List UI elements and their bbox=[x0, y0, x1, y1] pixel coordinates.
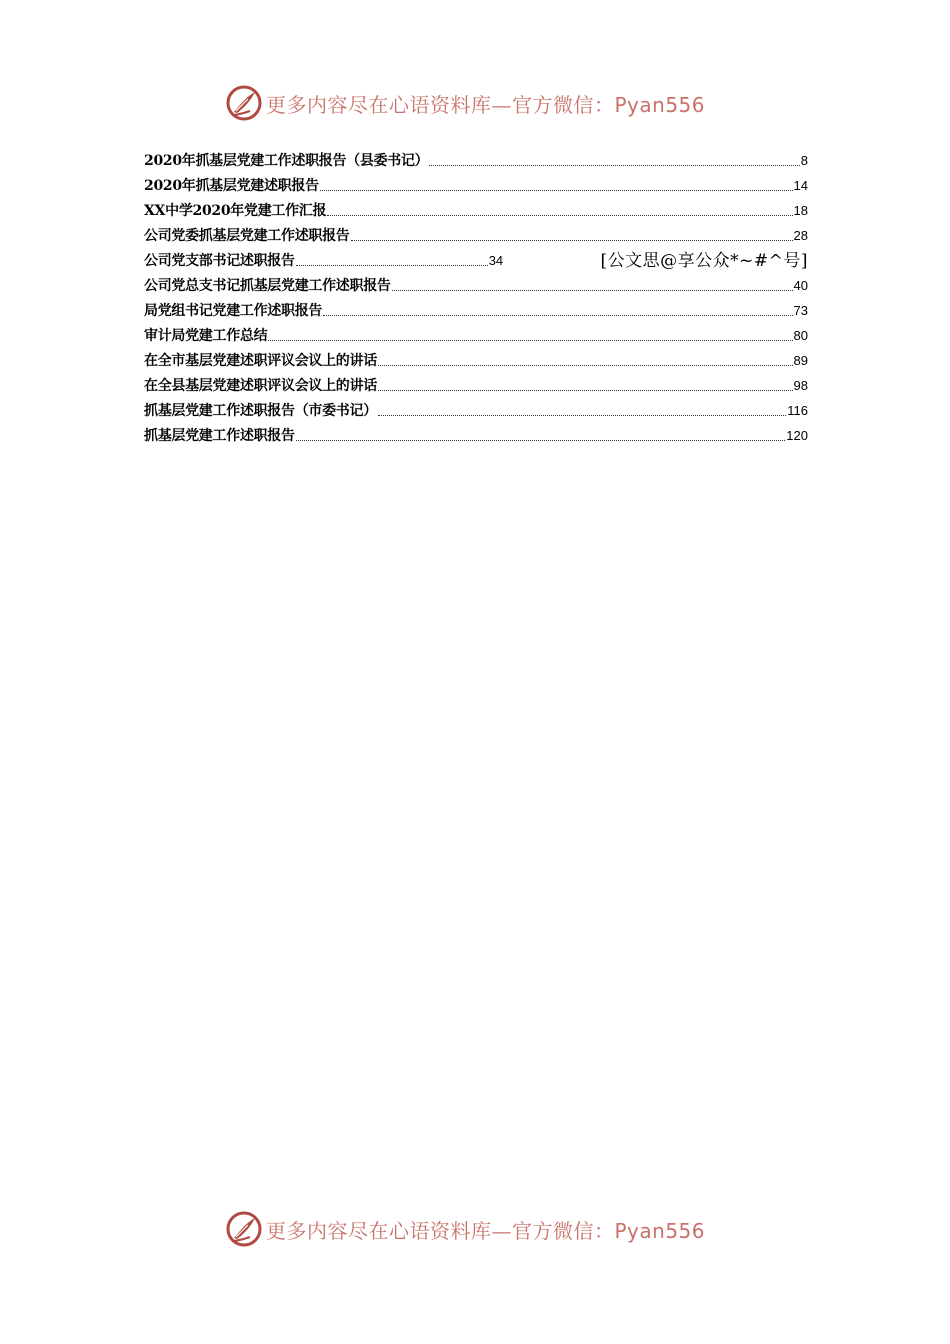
toc-entry[interactable] bbox=[144, 295, 808, 320]
toc-entry[interactable] bbox=[144, 245, 808, 270]
dot-leader bbox=[268, 340, 792, 341]
toc-entry-title: 2020年抓基层党建述职报告 bbox=[144, 178, 319, 194]
dot-leader bbox=[378, 365, 793, 366]
dot-leader bbox=[351, 240, 793, 241]
toc-entry-page: 14 bbox=[793, 178, 808, 193]
toc-entry-page: 89 bbox=[793, 353, 808, 368]
toc-entry-page: 34 bbox=[488, 253, 504, 268]
toc-entry-title: 在全市基层党建述职评议会议上的讲话 bbox=[144, 353, 377, 369]
toc-entry-page: 28 bbox=[793, 228, 808, 243]
watermark-stamp-text: [公文思@享公众*~#^号] bbox=[600, 251, 808, 271]
toc-entry-page: 120 bbox=[786, 428, 808, 443]
toc-entry[interactable] bbox=[144, 395, 808, 420]
dot-leader bbox=[429, 165, 799, 166]
toc-entry[interactable] bbox=[144, 320, 808, 345]
toc-entry-title: 2020年抓基层党建工作述职报告（县委书记） bbox=[144, 153, 429, 169]
toc-entry-page: 116 bbox=[787, 403, 808, 418]
toc-entry-page: 98 bbox=[793, 378, 808, 393]
banner-text: 更多内容尽在心语资料库—官方微信：Pyan556 bbox=[266, 1218, 706, 1243]
toc-entry-page: 73 bbox=[793, 303, 808, 318]
toc-entry-title: 公司党总支书记抓基层党建工作述职报告 bbox=[144, 278, 391, 294]
dot-leader bbox=[296, 265, 488, 266]
toc-entry-title: 公司党委抓基层党建工作述职报告 bbox=[144, 228, 350, 244]
toc-entry[interactable] bbox=[144, 270, 808, 295]
toc-entry-page: 80 bbox=[793, 328, 808, 343]
dot-leader bbox=[378, 415, 786, 416]
dot-leader bbox=[320, 190, 793, 191]
footer-banner bbox=[226, 1209, 705, 1249]
toc-entry[interactable] bbox=[144, 220, 808, 245]
toc-entry-title: 审计局党建工作总结 bbox=[144, 328, 268, 344]
header-banner bbox=[226, 83, 705, 123]
toc-entry[interactable] bbox=[144, 195, 808, 220]
toc-entry[interactable] bbox=[144, 345, 808, 370]
dot-leader bbox=[378, 390, 793, 391]
toc-entry-title: 公司党支部书记述职报告 bbox=[144, 253, 295, 269]
toc-entry[interactable] bbox=[144, 370, 808, 395]
toc-entry-title: 抓基层党建工作述职报告 bbox=[144, 428, 295, 444]
table-of-contents bbox=[144, 145, 808, 445]
toc-entry-title: 局党组书记党建工作述职报告 bbox=[144, 303, 323, 319]
quill-pen-icon bbox=[226, 1211, 262, 1247]
toc-entry-title: 在全县基层党建述职评议会议上的讲话 bbox=[144, 378, 377, 394]
toc-entry-page: 18 bbox=[793, 203, 808, 218]
toc-entry[interactable] bbox=[144, 145, 808, 170]
toc-entry-title: 抓基层党建工作述职报告（市委书记） bbox=[144, 403, 377, 419]
toc-entry[interactable] bbox=[144, 420, 808, 445]
toc-entry-page: 40 bbox=[793, 278, 808, 293]
dot-leader bbox=[296, 440, 786, 441]
toc-entry-page: 8 bbox=[800, 153, 808, 168]
toc-entry-title: XX中学2020年党建工作汇报 bbox=[144, 203, 327, 219]
toc-entry[interactable] bbox=[144, 170, 808, 195]
dot-leader bbox=[327, 215, 792, 216]
dot-leader bbox=[392, 290, 793, 291]
dot-leader bbox=[323, 315, 792, 316]
banner-text: 更多内容尽在心语资料库—官方微信：Pyan556 bbox=[266, 92, 706, 117]
quill-pen-icon bbox=[226, 85, 262, 121]
